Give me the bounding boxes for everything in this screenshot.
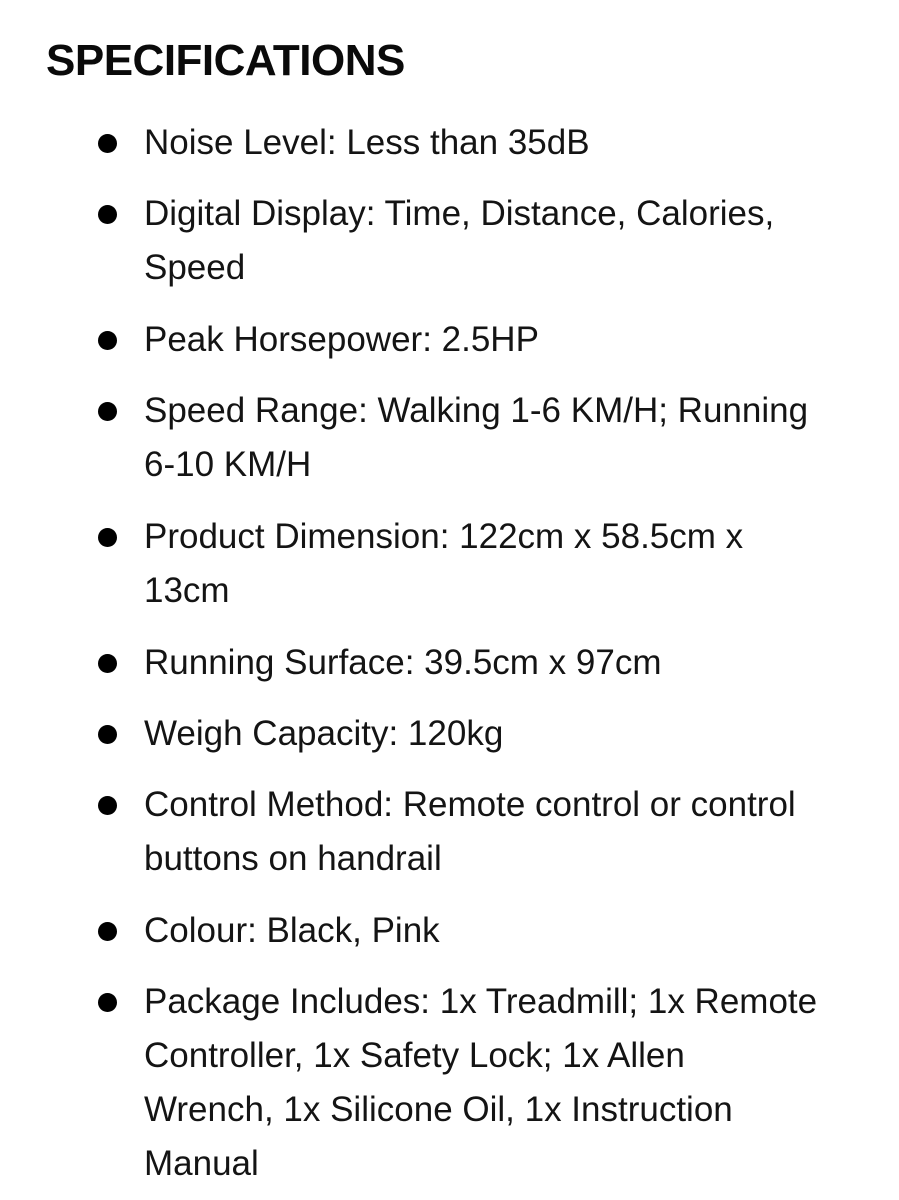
spec-text: Product Dimension: 122cm x 58.5cm x 13cm [144, 517, 744, 610]
spec-text: Weigh Capacity: 120kg [144, 714, 504, 753]
bullet-icon [98, 134, 117, 153]
spec-text: Package Includes: 1x Treadmill; 1x Remote Controller, 1x Safety Lock; 1x Allen Wrench, 1x Silicone Oil, 1x Instruction Manual [144, 982, 818, 1183]
spec-text: Noise Level: Less than 35dB [144, 123, 590, 162]
bullet-icon [98, 528, 117, 547]
bullet-icon [98, 205, 117, 224]
spec-text: Speed Range: Walking 1-6 KM/H; Running 6-10 KM/H [144, 391, 809, 484]
bullet-icon [98, 993, 117, 1012]
bullet-icon [98, 654, 117, 673]
spec-text: Running Surface: 39.5cm x 97cm [144, 643, 662, 682]
spec-text: Colour: Black, Pink [144, 911, 440, 950]
page-title: SPECIFICATIONS [46, 36, 405, 85]
bullet-icon [98, 922, 117, 941]
bullet-icon [98, 331, 117, 350]
bullet-icon [98, 796, 117, 815]
spec-text: Digital Display: Time, Distance, Calories, Speed [144, 194, 775, 287]
spec-text: Peak Horsepower: 2.5HP [144, 320, 539, 359]
spec-text: Control Method: Remote control or control buttons on handrail [144, 785, 796, 878]
bullet-icon [98, 725, 117, 744]
bullet-icon [98, 402, 117, 421]
